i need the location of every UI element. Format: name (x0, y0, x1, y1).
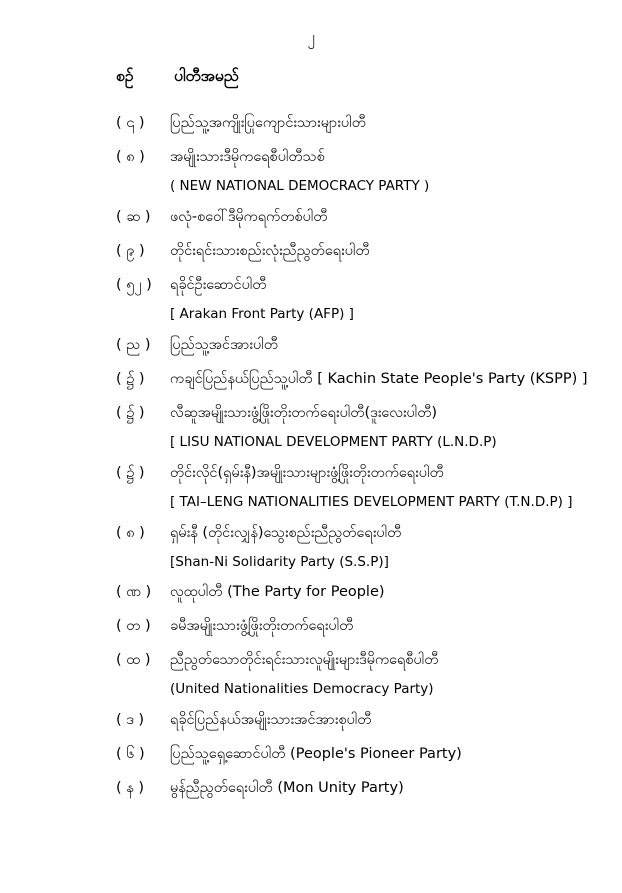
list-item-subtitle: ( NEW NATIONAL DEMOCRACY PARTY ) (170, 178, 430, 194)
list-item-number: ( န ) (116, 780, 145, 797)
list-item-subtitle: [Shan-Ni Solidarity Party (S.S.P)] (170, 553, 389, 570)
list-item-label: ခမီအမျိုးသားဖွံ့ဖြိုးတိုးတက်ရေးပါတီ (170, 618, 354, 635)
list-item-label: ရခိုင်ဦးဆောင်ပါတီ (170, 276, 267, 293)
list-item-number: ( ဒ ) (116, 712, 145, 729)
list-item-number: ( ၆ ) (116, 746, 145, 763)
party-list (0, 101, 622, 800)
list-item (0, 404, 622, 425)
header-column-party-name: ပါတီအမည် (174, 67, 239, 85)
list-item (0, 524, 622, 545)
list-item-label: လီဆူအမျိုးသားဖွံ့ဖြိုးတိုးတက်ရေးပါတီ(ဒူးလေးပါတီ) (170, 404, 438, 421)
document-page (0, 28, 622, 893)
list-item-subtitle: (United Nationalities Democracy Party) (170, 681, 434, 698)
list-item-subtitle: [ LISU NATIONAL DEVELOPMENT PARTY (L.N.D.P) (170, 433, 497, 450)
list-item-label: ရခိုင်ပြည်နယ်အမျိုးသားအင်အားစုပါတီ (170, 712, 372, 729)
list-item (0, 617, 622, 638)
list-item (0, 336, 622, 357)
list-item-number: ( ၎ ) (116, 115, 145, 131)
list-item-number: ( ၈ ) (116, 524, 145, 541)
list-item (0, 779, 622, 800)
list-item-number: ( ၈ ) (116, 149, 145, 165)
list-item (0, 276, 622, 297)
list-item (0, 464, 622, 485)
list-item-label: ပြည်သူ့ရှေ့ဆောင်ပါတီ (People's Pioneer Party) (170, 746, 462, 763)
table-header (0, 66, 622, 89)
list-item (0, 370, 622, 391)
list-item (0, 583, 622, 604)
list-item-number: ( ဏ ) (116, 584, 152, 601)
list-item (0, 208, 622, 229)
list-item-number: ( ထ ) (116, 652, 151, 669)
list-item (0, 114, 622, 135)
list-item-number: ( ၌ ) (116, 404, 145, 421)
list-item-label: ပြည်သူ့အကျိုးပြုကျောင်းသားများပါတီ (170, 115, 366, 131)
list-item-number: ( ၌ ) (116, 370, 145, 387)
list-item-subtitle: [ TAI–LENG NATIONALITIES DEVELOPMENT PARTY (T.N.D.P) ] (170, 493, 573, 510)
list-item-label: ကချင်ပြည်နယ်ပြည်သူ့ပါတီ [ Kachin State People's Party (KSPP) ] (170, 370, 588, 387)
list-item-label: တိုင်းရင်းသားစည်းလုံးညီညွတ်ရေးပါတီ (170, 242, 370, 259)
list-item (0, 148, 622, 169)
list-item-number: ( ၉ ) (116, 242, 145, 259)
list-item-label: ပြည်သူ့အင်အားပါတီ (170, 336, 278, 353)
list-item-label: လူထုပါတီ (The Party for People) (170, 584, 385, 601)
list-item-number: ( ၅၂ ) (116, 276, 152, 293)
list-item (0, 242, 622, 263)
page-number: ၂ (307, 28, 315, 46)
list-item-number: ( ည ) (116, 336, 151, 353)
list-item (0, 711, 622, 732)
list-item (0, 651, 622, 672)
list-item-label: မွန်ညီညွတ်ရေးပါတီ (Mon Unity Party) (170, 780, 404, 797)
list-item-number: ( တ ) (116, 618, 151, 635)
list-item-label: တိုင်းလိုင်(ရှမ်းနီ)အမျိုးသားများဖွံ့ဖြိုးတိုးတက်ရေးပါတီ (170, 464, 444, 481)
list-item-subtitle: [ Arakan Front Party (AFP) ] (170, 305, 354, 322)
list-item-label: ဖလုံ-စဝေါ်ဒီမိုကရက်တစ်ပါတီ (170, 208, 328, 225)
list-item-label: ရှမ်းနီ (တိုင်းလျှန်)သွေးစည်းညီညွတ်ရေးပါတီ (170, 524, 402, 541)
list-item (0, 745, 622, 766)
header-column-serial: စဉ် (116, 67, 134, 85)
list-item-label: အမျိုးသားဒီမိုကရေစီပါတီသစ် (170, 149, 325, 165)
list-item-label: ညီညွတ်သောတိုင်းရင်းသားလူမျိုးများဒီမိုကရေစီပါတီ (170, 652, 439, 669)
list-item-number: ( ဆ ) (116, 208, 151, 225)
list-item-number: ( ၌ ) (116, 464, 145, 481)
